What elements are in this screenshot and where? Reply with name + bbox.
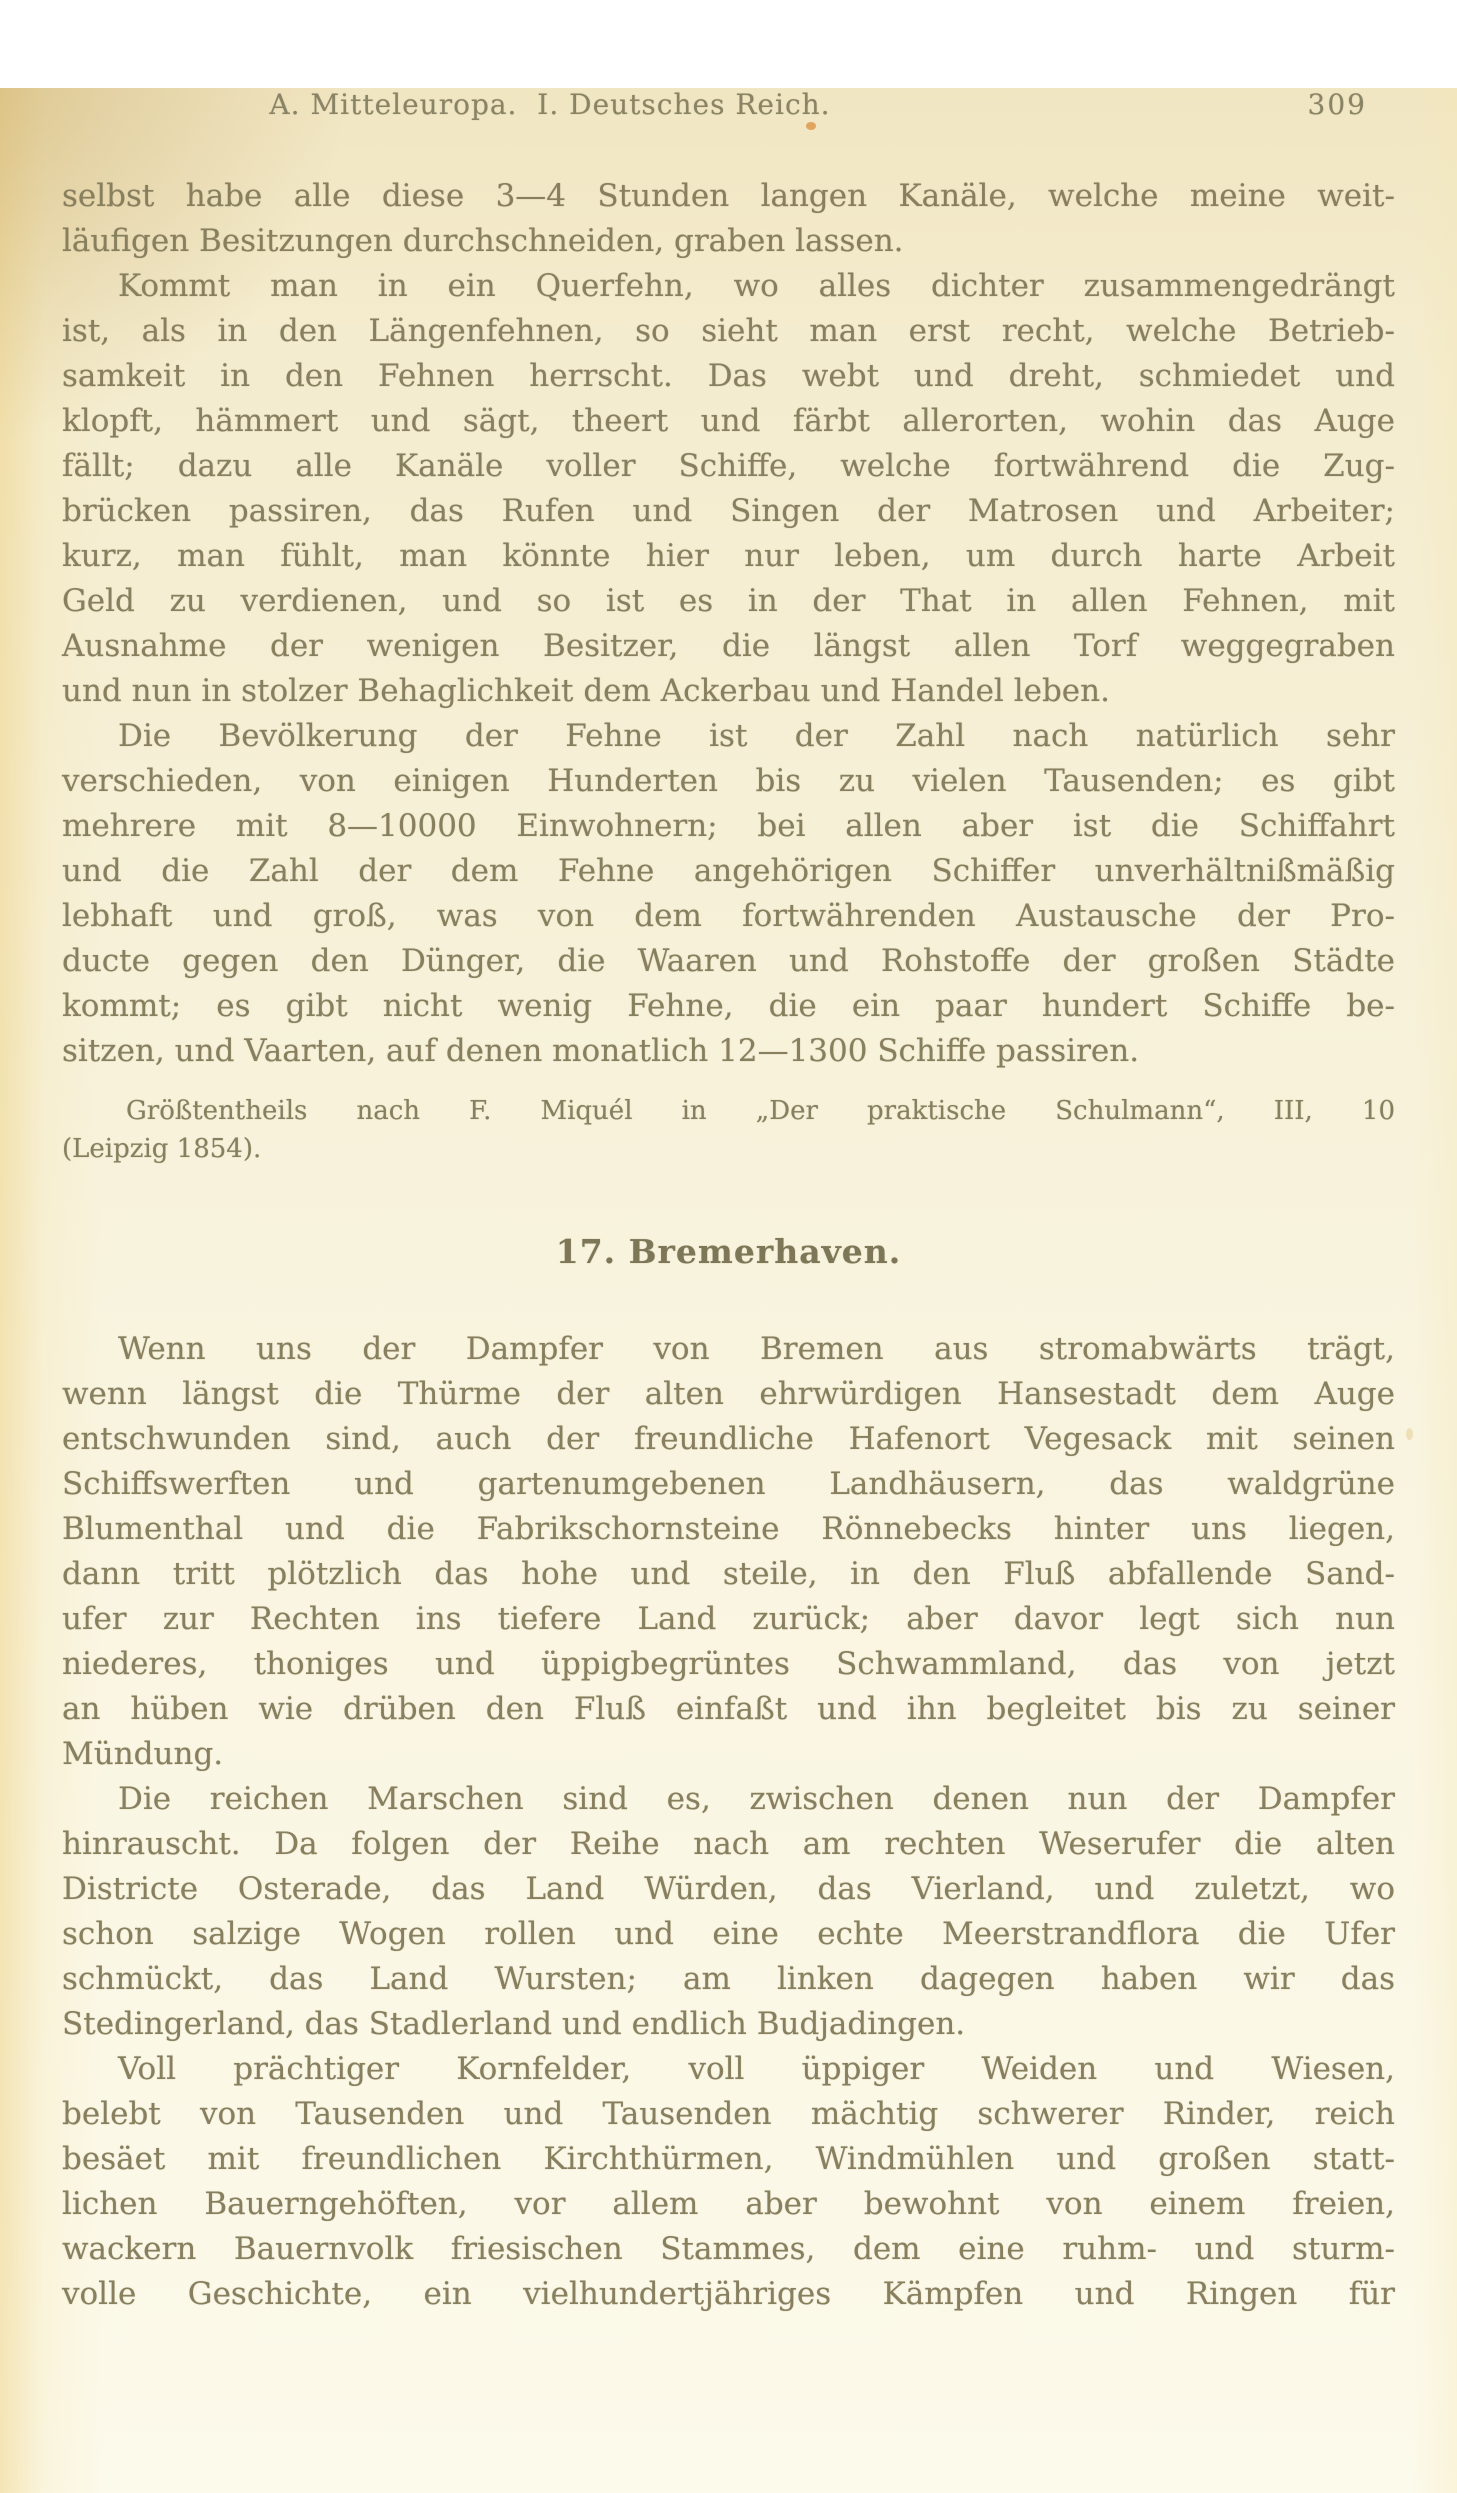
text-line: entschwunden sind, auch der freundliche Hafenort Vegesack mit seinen xyxy=(62,1421,1395,1457)
text-line: Größtentheils nach F. Miquél in „Der praktische Schulmann“, III, 10 xyxy=(126,1096,1395,1126)
text-line: verschieden, von einigen Hunderten bis zu vielen Tausenden; es gibt xyxy=(62,763,1395,799)
text-line: dann tritt plötzlich das hohe und steile, in den Fluß abfallende Sand- xyxy=(62,1556,1395,1592)
text-line: Die Bevölkerung der Fehne ist der Zahl nach natürlich sehr xyxy=(118,718,1395,754)
text-line: brücken passiren, das Rufen und Singen der Matrosen und Arbeiter; xyxy=(62,493,1395,529)
text-line: hinrauscht. Da folgen der Reihe nach am rechten Weserufer die alten xyxy=(62,1826,1395,1862)
text-line: Districte Osterade, das Land Würden, das Vierland, und zuletzt, wo xyxy=(62,1871,1395,1907)
text-line: Voll prächtiger Kornfelder, voll üppiger Weiden und Wiesen, xyxy=(118,2051,1395,2087)
text-block xyxy=(62,174,1395,2317)
section-heading: 17. Bremerhaven. xyxy=(555,1232,902,1271)
text-line: kurz, man fühlt, man könnte hier nur leben, um durch harte Arbeit xyxy=(62,538,1395,574)
text-line: Blumenthal und die Fabrikschornsteine Rönnebecks hinter uns liegen, xyxy=(62,1511,1395,1547)
text-line: wenn längst die Thürme der alten ehrwürdigen Hansestadt dem Auge xyxy=(62,1376,1395,1412)
text-line: (Leipzig 1854). xyxy=(62,1134,262,1164)
paragraph xyxy=(62,1777,1395,2047)
text-line: Stedingerland, das Stadlerland und endlich Budjadingen. xyxy=(62,2006,966,2042)
text-line: Mündung. xyxy=(62,1736,224,1772)
running-header xyxy=(0,88,1457,128)
text-line: läufigen Besitzungen durchschneiden, graben lassen. xyxy=(62,223,904,259)
text-line: schon salzige Wogen rollen und eine echte Meerstrandflora die Ufer xyxy=(62,1916,1395,1952)
text-line: volle Geschichte, ein vielhundertjähriges Kämpfen und Ringen für xyxy=(62,2276,1395,2312)
book-page xyxy=(0,88,1457,2493)
text-line: Schiffswerften und gartenumgebenen Landhäusern, das waldgrüne xyxy=(62,1466,1395,1502)
text-line: samkeit in den Fehnen herrscht. Das webt und dreht, schmiedet und xyxy=(62,358,1395,394)
paragraph xyxy=(62,264,1395,714)
paragraph xyxy=(62,174,1395,264)
text-line: lichen Bauerngehöften, vor allem aber bewohnt von einem freien, xyxy=(62,2186,1395,2222)
text-line: belebt von Tausenden und Tausenden mächtig schwerer Rinder, reich xyxy=(62,2096,1395,2132)
text-line: besäet mit freundlichen Kirchthürmen, Windmühlen und großen statt- xyxy=(62,2141,1395,2177)
paragraph xyxy=(62,714,1395,1074)
text-line: an hüben wie drüben den Fluß einfaßt und ihn begleitet bis zu seiner xyxy=(62,1691,1395,1727)
text-line: schmückt, das Land Wursten; am linken dagegen haben wir das xyxy=(62,1961,1395,1997)
text-line: Kommt man in ein Querfehn, wo alles dichter zusammengedrängt xyxy=(118,268,1395,304)
text-line: Geld zu verdienen, und so ist es in der That in allen Fehnen, mit xyxy=(62,583,1395,619)
text-line: Die reichen Marschen sind es, zwischen denen nun der Dampfer xyxy=(118,1781,1395,1817)
paper-speck xyxy=(806,122,816,130)
text-line: Ausnahme der wenigen Besitzer, die längst allen Torf weggegraben xyxy=(62,628,1395,664)
text-line: und die Zahl der dem Fehne angehörigen Schiffer unverhältnißmäßig xyxy=(62,853,1395,889)
text-line: selbst habe alle diese 3—4 Stunden langen Kanäle, welche meine weit- xyxy=(62,178,1395,214)
text-line: wackern Bauernvolk friesischen Stammes, dem eine ruhm- und sturm- xyxy=(62,2231,1395,2267)
text-line: kommt; es gibt nicht wenig Fehne, die ein paar hundert Schiffe be- xyxy=(62,988,1395,1024)
text-line: sitzen, und Vaarten, auf denen monatlich 12—1300 Schiffe passiren. xyxy=(62,1033,1140,1069)
footnote xyxy=(62,1092,1395,1168)
paragraph xyxy=(62,1327,1395,1777)
text-line: ist, als in den Längenfehnen, so sieht man erst recht, welche Betrieb- xyxy=(62,313,1395,349)
text-line: ducte gegen den Dünger, die Waaren und Rohstoffe der großen Städte xyxy=(62,943,1395,979)
running-header-title: A. Mitteleuropa. I. Deutsches Reich. xyxy=(269,88,831,121)
paper-speck xyxy=(1406,1428,1413,1440)
text-line: klopft, hämmert und sägt, theert und färbt allerorten, wohin das Auge xyxy=(62,403,1395,439)
text-line: und nun in stolzer Behaglichkeit dem Ackerbau und Handel leben. xyxy=(62,673,1110,709)
text-line: niederes, thoniges und üppigbegrüntes Schwammland, das von jetzt xyxy=(62,1646,1395,1682)
text-line: mehrere mit 8—10000 Einwohnern; bei allen aber ist die Schiffahrt xyxy=(62,808,1395,844)
paragraph xyxy=(62,2047,1395,2317)
page-number: 309 xyxy=(1307,88,1367,121)
text-line: Wenn uns der Dampfer von Bremen aus stromabwärts trägt, xyxy=(118,1331,1395,1367)
text-line: ufer zur Rechten ins tiefere Land zurück; aber davor legt sich nun xyxy=(62,1601,1395,1637)
text-line: lebhaft und groß, was von dem fortwährenden Austausche der Pro- xyxy=(62,898,1395,934)
text-line: fällt; dazu alle Kanäle voller Schiffe, welche fortwährend die Zug- xyxy=(62,448,1395,484)
